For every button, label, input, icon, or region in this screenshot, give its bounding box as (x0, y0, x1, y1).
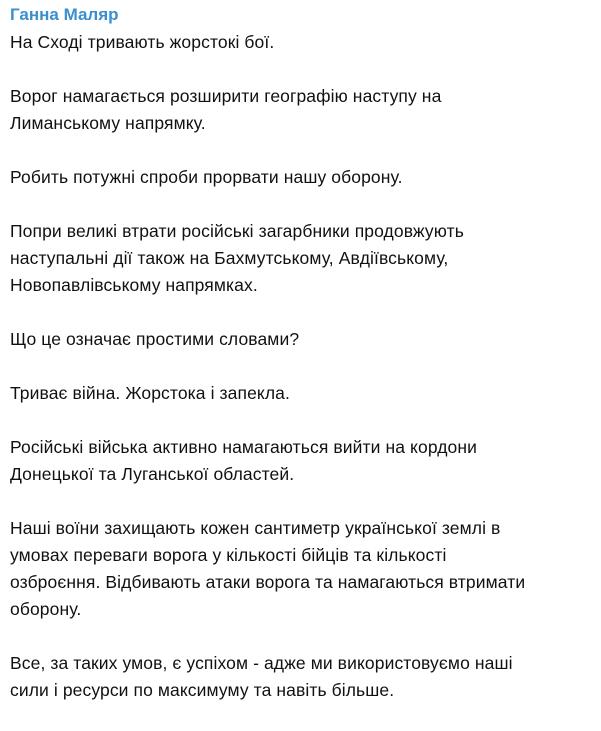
message-paragraph-8: Наші воїни захищають кожен сантиметр української землі в умовах переваги ворога у кількості бійців та кількості озброєння. Відбивають атаки ворога та намагаються втримати оборону. (10, 518, 526, 619)
message-paragraph-1: На Сході тривають жорстокі бої. (10, 32, 275, 52)
message-paragraph-5: Що це означає простими словами? (10, 329, 300, 349)
message-paragraph-6: Триває війна. Жорстока і запекла. (10, 383, 290, 403)
sender-name[interactable]: Ганна Маляр (10, 5, 119, 24)
message-paragraph-3: Робить потужні спроби прорвати нашу оборону. (10, 167, 403, 187)
message-paragraph-7: Російські війська активно намагаються вийти на кордони Донецької та Луганської областей. (10, 437, 478, 484)
message-paragraph-2: Ворог намагається розширити географію наступу на Лиманському напрямку. (10, 86, 442, 133)
message-paragraph-9: Все, за таких умов, є успіхом - адже ми використовуємо наші сили і ресурси по максимуму та навіть більше. (10, 653, 513, 700)
message-paragraph-4: Попри великі втрати російські загарбники продовжують наступальні дії також на Бахмутському, Авдіївському, Новопавлівському напрямках. (10, 221, 464, 295)
message-bubble (10, 4, 595, 731)
